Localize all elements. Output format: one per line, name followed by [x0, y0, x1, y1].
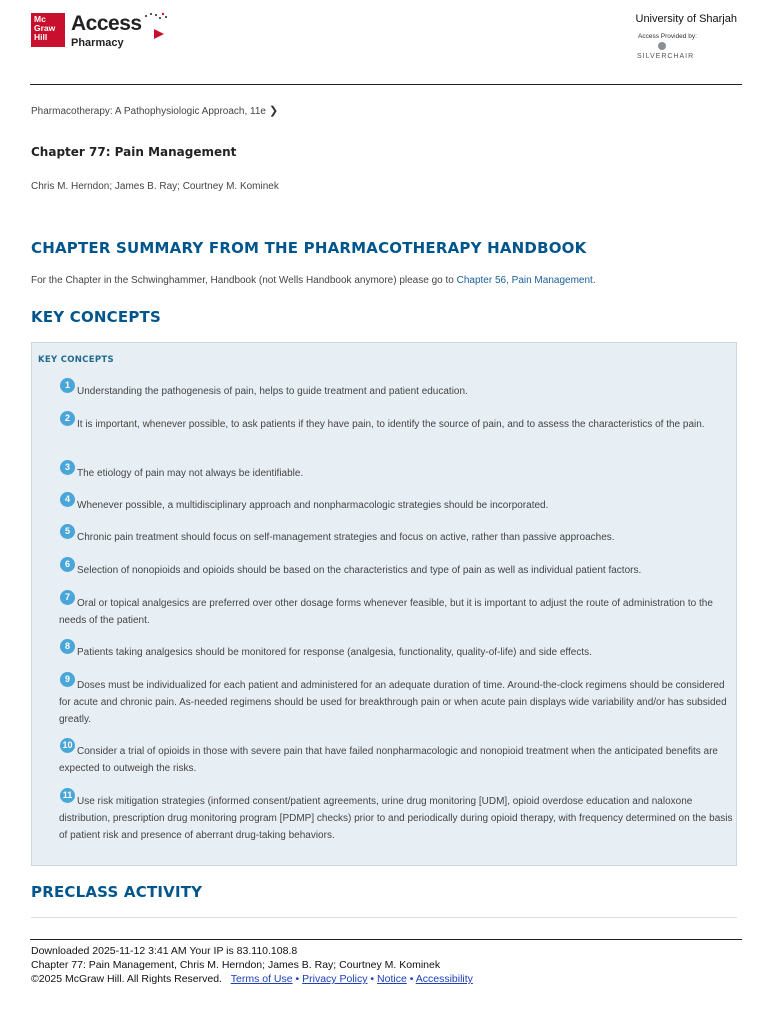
- mcgraw-hill-logo[interactable]: Mc Graw Hill: [31, 13, 65, 47]
- accessibility-link[interactable]: Accessibility: [415, 973, 473, 985]
- silverchair-globe-icon: [658, 42, 666, 50]
- summary-heading: CHAPTER SUMMARY FROM THE PHARMACOTHERAPY HANDBOOK: [31, 239, 587, 257]
- chevron-right-icon: ❯: [268, 105, 279, 117]
- footer-legal: ©2025 McGraw Hill. All Rights Reserved. Terms of Use • Privacy Policy • Notice • Accessibility: [31, 973, 473, 985]
- concept-number-badge: 8: [60, 639, 75, 654]
- concept-number-badge: 2: [60, 411, 75, 426]
- concept-number-badge: 3: [60, 460, 75, 475]
- preclass-heading: PRECLASS ACTIVITY: [31, 883, 203, 901]
- concept-number-badge: 5: [60, 524, 75, 539]
- header-divider: [30, 84, 742, 85]
- chapter-authors: Chris M. Herndon; James B. Ray; Courtney M. Kominek: [31, 181, 279, 192]
- key-concept-item: 6Selection of nonopioids and opioids should be based on the characteristics and type of pain as well as individual patient factors.: [59, 562, 733, 579]
- breadcrumb[interactable]: [31, 104, 278, 117]
- key-concept-item: 8Patients taking analgesics should be monitored for response (analgesia, functionality, quality-of-life) and side effects.: [59, 644, 733, 661]
- institution-name: University of Sharjah: [635, 13, 737, 25]
- concept-number-badge: 4: [60, 492, 75, 507]
- concept-number-badge: 11: [60, 788, 75, 803]
- chapter-title: Chapter 77: Pain Management: [31, 145, 237, 159]
- summary-text: For the Chapter in the Schwinghammer, Handbook (not Wells Handbook anymore) please go to Chapter 56, Pain Management.: [31, 275, 596, 286]
- key-concept-item: 3The etiology of pain may not always be identifiable.: [59, 465, 733, 482]
- access-pharmacy-logo-text[interactable]: Access: [71, 12, 142, 35]
- key-concepts-box-title: KEY CONCEPTS: [38, 355, 114, 365]
- privacy-policy-link[interactable]: Privacy Policy: [302, 973, 368, 985]
- key-concept-item: 7Oral or topical analgesics are preferred over other dosage forms whenever feasible, but it is important to adjust the route of administration to the needs of the patient.: [59, 592, 713, 626]
- key-concept-item: 9Doses must be individualized for each patient and administered for an adequate duration of time. Around-the-clock regimens should be considered for acute and chronic pain. As-needed regimens should be used for breakthrough pain or when acute pain displays wide variability and/or has subsided greatly.: [59, 674, 727, 725]
- key-concept-item: 5Chronic pain treatment should focus on self-management strategies and focus on active, rather than passive approaches.: [59, 529, 733, 546]
- key-concept-item: 1Understanding the pathogenesis of pain, helps to guide treatment and patient education.: [59, 383, 733, 400]
- access-pharmacy-logo-subtext: Pharmacy: [71, 37, 124, 49]
- concept-number-badge: 6: [60, 557, 75, 572]
- concept-number-badge: 7: [60, 590, 75, 605]
- footer-citation: Chapter 77: Pain Management, Chris M. Herndon; James B. Ray; Courtney M. Kominek: [31, 959, 441, 971]
- footer-divider: [30, 939, 742, 940]
- site-header: [0, 0, 768, 85]
- concept-number-badge: 10: [60, 738, 75, 753]
- concept-number-badge: 9: [60, 672, 75, 687]
- download-info: Downloaded 2025-11-12 3:41 AM Your IP is 83.110.108.8: [31, 945, 298, 957]
- key-concept-item: 10Consider a trial of opioids in those with severe pain that have failed nonpharmacologic and nonopioid treatment when the anticipated benefits are expected to outweigh the risks.: [59, 740, 718, 774]
- logo-flourish-icon: [140, 12, 170, 42]
- key-concepts-heading: KEY CONCEPTS: [31, 308, 161, 326]
- provider-logo[interactable]: SILVERCHAIR: [637, 53, 695, 60]
- notice-link[interactable]: Notice: [377, 973, 407, 985]
- access-provided-by-label: Access Provided by:: [638, 33, 697, 40]
- terms-of-use-link[interactable]: Terms of Use: [230, 973, 293, 985]
- key-concept-item: 11Use risk mitigation strategies (informed consent/patient agreements, urine drug monitoring [UDM], opioid overdose education and naloxone distribution, prescription drug monitoring program [PDMP] checks) prior to and periodically during opioid therapy, with frequency determined on the basis of patient risk and presence of aberrant drug-taking behaviors.: [59, 790, 733, 841]
- chapter-56-link[interactable]: Chapter 56, Pain Management: [456, 275, 593, 286]
- copyright-text: ©2025 McGraw Hill. All Rights Reserved.: [31, 973, 222, 985]
- concept-number-badge: 1: [60, 378, 75, 393]
- key-concept-item: 4Whenever possible, a multidisciplinary approach and nonpharmacologic strategies should be incorporated.: [59, 497, 733, 514]
- breadcrumb-book[interactable]: Pharmacotherapy: A Pathophysiologic Approach, 11e: [31, 106, 266, 117]
- key-concept-item: 2It is important, whenever possible, to ask patients if they have pain, to identify the source of pain, and to assess the characteristics of the pain.: [59, 416, 733, 433]
- section-divider: [31, 917, 737, 918]
- key-concepts-box: [31, 342, 737, 866]
